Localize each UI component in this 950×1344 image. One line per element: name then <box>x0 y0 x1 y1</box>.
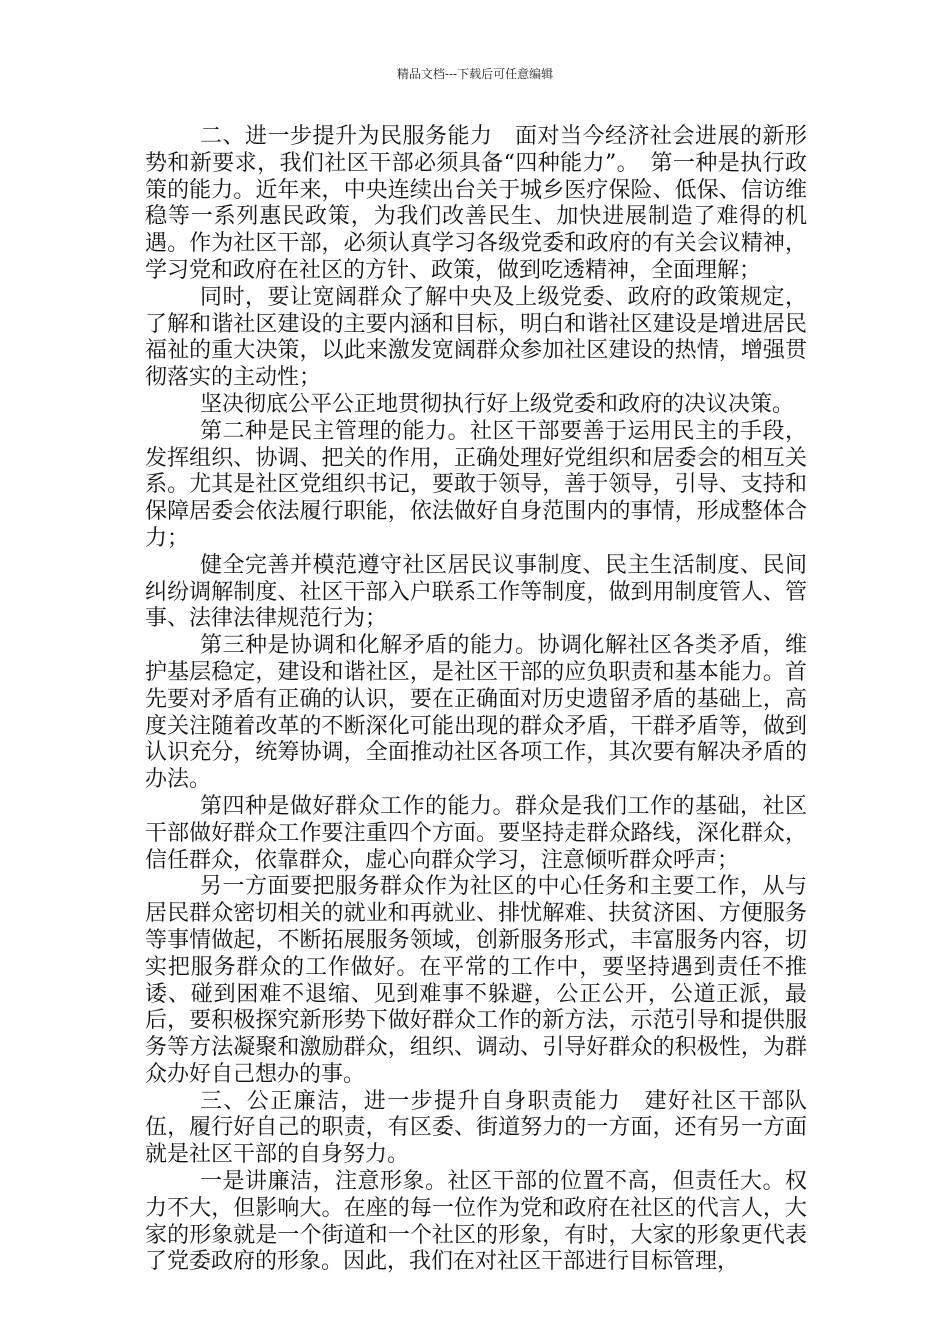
paragraph-8: 另一方面要把服务群众作为社区的中心任务和主要工作，从与居民群众密切相关的就业和再就业、排忧解难、扶贫济困、方便服务等事情做起，不断拓展服务领域，创新服务形式，丰富服务内容，切实把服务群众的工作做好。在平常的工作中，要坚持遇到责任不推诿、碰到困难不退缩、见到难事不躲避，公正公开，公道正派，最后，要积极探究新形势下做好群众工作的新方法，示范引导和提供服务等方法凝聚和激励群众，组织、调动、引导好群众的积极性，为群众办好自己想办的事。 <box>145 874 807 1087</box>
paragraph-2: 同时，要让宽阔群众了解中央及上级党委、政府的政策规定，了解和谐社区建设的主要内涵和目标，明白和谐社区建设是增进居民福祉的重大决策，以此来激发宽阔群众参加社区建设的热情，增强贯彻落实的主动性； <box>145 284 807 391</box>
paragraph-10: 一是讲廉洁，注意形象。社区干部的位置不高，但责任大。权力不大，但影响大。在座的每一位作为党和政府在社区的代言人，大家的形象就是一个街道和一个社区的形象，有时，大家的形象更代表了党委政府的形象。因此，我们在对社区干部进行目标管理， <box>145 1169 807 1275</box>
paragraph-6: 第三种是协调和化解矛盾的能力。协调化解社区各类矛盾，维护基层稳定，建设和谐社区，是社区干部的应负职责和基本能力。首先要对矛盾有正确的认识，要在正确面对历史遗留矛盾的基础上，高度关注随着改革的不断深化可能出现的群众矛盾，干群矛盾等，做到认识充分，统筹协调，全面推动社区各项工作，其次要有解决矛盾的办法。 <box>145 633 807 793</box>
paragraph-5: 健全完善并模范遵守社区居民议事制度、民主生活制度、民间纠纷调解制度、社区干部入户联系工作等制度，做到用制度管人、管事、法律法律规范行为； <box>145 552 807 632</box>
document-body <box>145 124 807 1276</box>
paragraph-9: 三、公正廉洁，进一步提升自身职责能力 建好社区干部队伍，履行好自己的职责，有区委、街道努力的一方面，还有另一方面就是社区干部的自身努力。 <box>145 1088 807 1168</box>
paragraph-3: 坚决彻底公平公正地贯彻执行好上级党委和政府的决议决策。 <box>200 391 795 417</box>
paragraph-4: 第二种是民主管理的能力。社区干部要善于运用民主的手段，发挥组织、协调、把关的作用，正确处理好党组织和居委会的相互关系。尤其是社区党组织书记，要敢于领导，善于领导，引导、支持和保障居委会依法履行职能，依法做好自身范围内的事情，形成整体合力； <box>145 418 807 551</box>
paragraph-7: 第四种是做好群众工作的能力。群众是我们工作的基础，社区干部做好群众工作要注重四个方面。要坚持走群众路线，深化群众，信任群众，依靠群众，虚心向群众学习，注意倾听群众呼声； <box>145 793 807 873</box>
page-header: 精品文档---下载后可任意编辑 <box>396 67 554 81</box>
paragraph-1: 二、进一步提升为民服务能力 面对当今经济社会进展的新形势和新要求，我们社区干部必须具备“四种能力”。 第一种是执行政策的能力。近年来，中央连续出台关于城乡医疗保险、低保、信访维稳等一系列惠民政策，为我们改善民生、加快进展制造了难得的机遇。作为社区干部，必须认真学习各级党委和政府的有关会议精神，学习党和政府在社区的方针、政策，做到吃透精神，全面理解； <box>145 124 807 283</box>
